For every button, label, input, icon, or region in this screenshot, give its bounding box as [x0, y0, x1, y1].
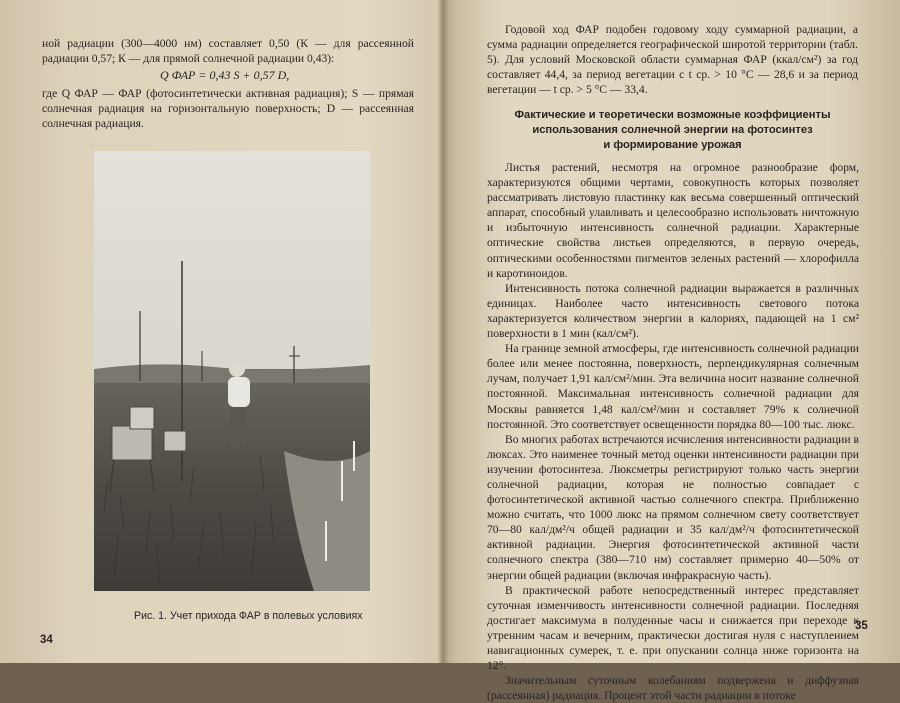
body-paragraph: Листья растений, несмотря на огромное разнообразие форм, характеризуются общими чертами, совокупность которых позволяет рассматривать листовую пластинку как весьма совершенный оптический аппарат, способный улавливать и целесообразно использовать ничтожную и избыточную интенсивность солнечной радиации. Характерные оптические свойства листьев определяются, в первую очередь, оптическими особенностями пигментов зеленых растений — хлорофилла и каротиноидов. — [487, 161, 859, 280]
section-heading — [487, 108, 858, 153]
section-heading-line: и формирование урожая — [603, 139, 742, 151]
right-intro-text: Годовой ход ФАР подобен годовому ходу суммарной радиации, а сумма радиации определяется географической широтой территории (табл. 5). Для условий Московской области суммарная ФАР (ккал/см²) за год составляет 44,4, за период вегетации с t ср. > 10 °C — 28,6 и за период вегетации — t ср. > 5 °C — 33,4. — [487, 23, 858, 97]
right-page — [449, 0, 900, 703]
page-number-right: 35 — [855, 620, 868, 632]
left-page — [0, 0, 440, 663]
formula: Q ФАР = 0,43 S + 0,57 D, — [160, 68, 290, 82]
book-gutter — [438, 0, 448, 663]
left-intro-text: ной радиации (300—4000 нм) составляет 0,50 (К — для рассеянной радиации 0,57; К — для прямой солнечной радиации 0,43): — [42, 37, 414, 66]
body-paragraph: Во многих работах встречаются исчисления интенсивности радиации в люксах. Это наименее точный метод оценки интенсивности радиации при изучении фотосинтеза. Люксметры регистрируют только часть энергии солнечной радиации, которая не полностью совпадает с фотосинтетической активной частью солнечного спектра. Приближенно можно считать, что 1000 люкс на прямом солнечном свету соответствует 70—80 кал/дм²/ч общей радиации и 35 кал/дм²/ч фотосинтетической активной радиации. Энергия фотосинтетической активной части солнечного спектра (380—710 нм) составляет примерно 40—50% от энергии общей радиации (включая инфракрасную часть). — [487, 432, 859, 582]
field-photo — [94, 151, 370, 591]
page-number-left: 34 — [40, 634, 53, 646]
body-paragraph: Значительным суточным колебаниям подвержена и диффузная (рассеянная) радиация. Процент этой части радиации в потоке — [487, 674, 859, 703]
body-paragraph: В практической работе непосредственный интерес представляет суточная изменчивость интенсивности солнечной радиации. Последняя достигает максимума в полуденные часы и снижается при переходе к утренним часам и вечерним, практически достигая нуля с наступлением навигационных сумерек, т. е. при опускании солнца ниже горизонта на 12°. — [487, 583, 859, 673]
section-heading-line: использования солнечной энергии на фотосинтез — [532, 124, 813, 136]
formula-explanation: где Q ФАР — ФАР (фотосинтетически активная радиация); S — прямая солнечная радиация на горизонтальную поверхность; D — рассеянная солнечная радиация. — [42, 87, 414, 131]
body-paragraph: Интенсивность потока солнечной радиации выражается в различных единицах. Наиболее часто интенсивность светового потока характеризуется количеством энергии в калориях, падающей на 1 см² поверхности в 1 мин (кал/см²). — [487, 281, 859, 341]
body-paragraph: На границе земной атмосферы, где интенсивность солнечной радиации более или менее постоянна, поверхность, перпендикулярная солнечным лучам, получает 1,91 кал/см²/мин. Эта величина носит название солнечной постоянной. Максимальная интенсивность солнечной радиации для Москвы равняется 1,48 кал/см²/мин и составляет 79% к солнечной постоянной. Это соответствует освещенности порядка 80—100 тыс. люкс. — [487, 342, 859, 431]
figure-caption: Рис. 1. Учет прихода ФАР в полевых условиях — [134, 610, 363, 622]
section-heading-line: Фактические и теоретически возможные коэффициенты — [514, 109, 831, 121]
body-text — [487, 160, 859, 703]
